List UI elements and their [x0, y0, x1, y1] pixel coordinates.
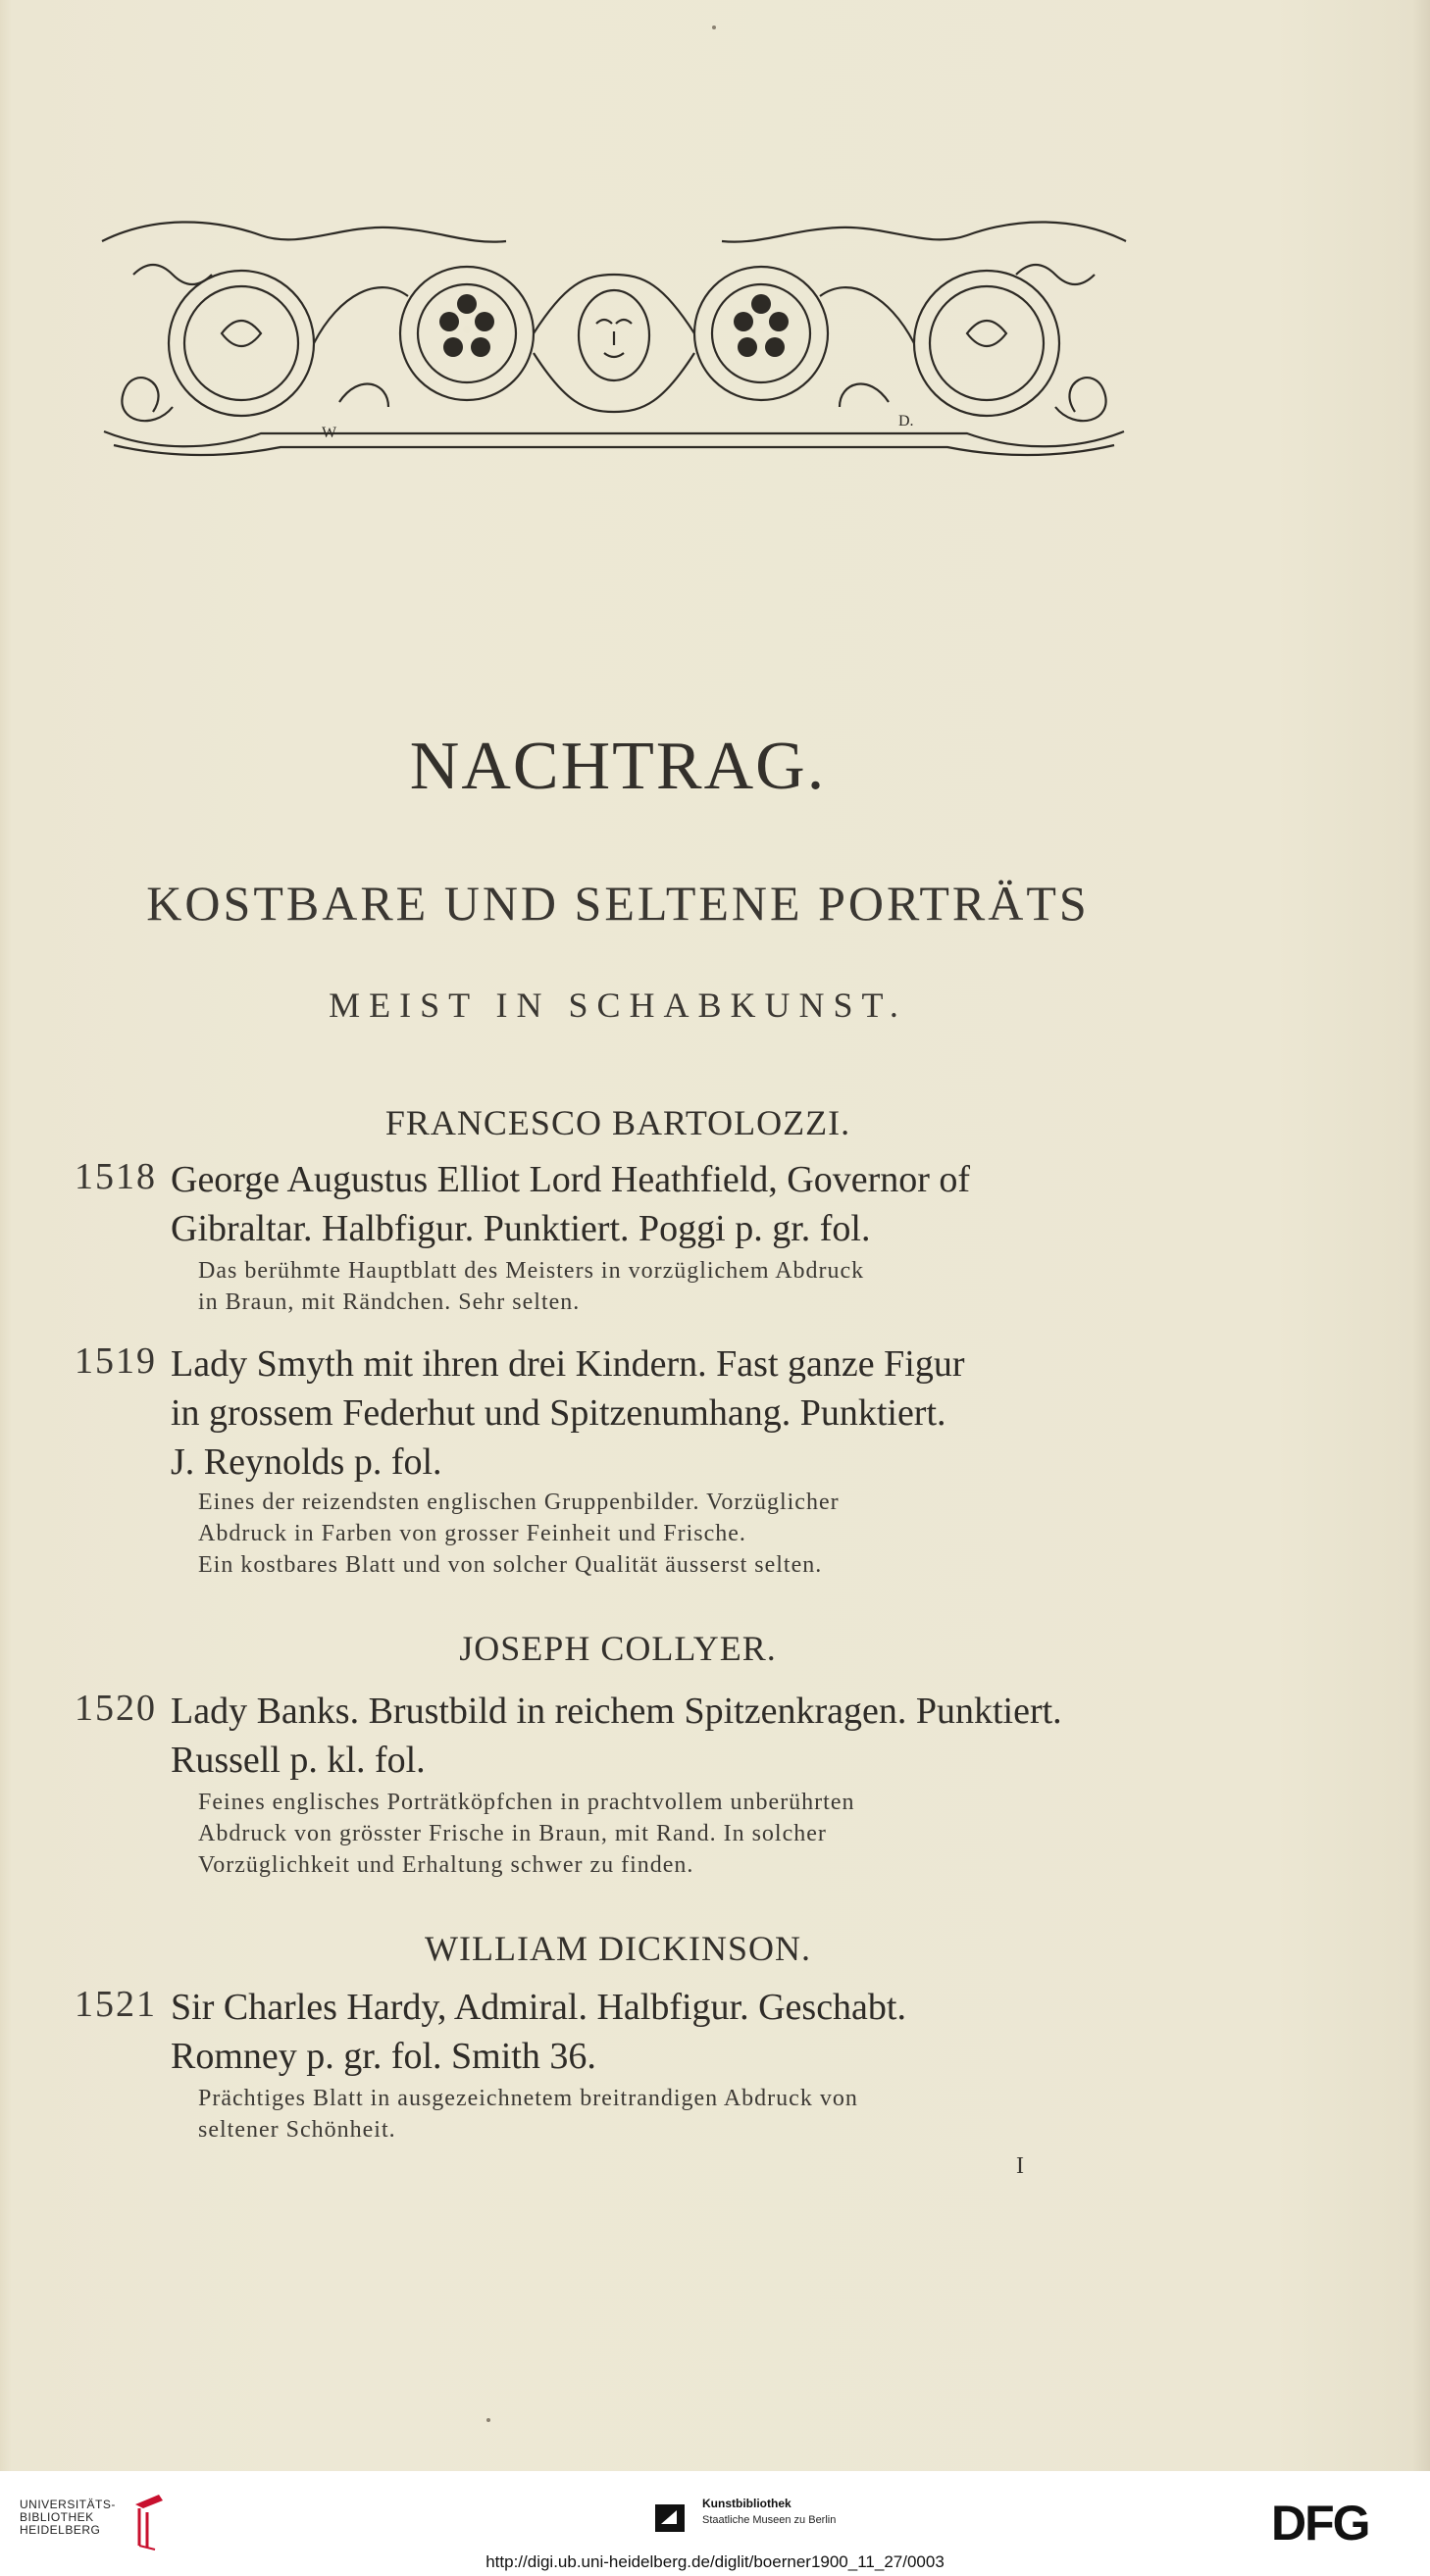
viewer-footer	[0, 2471, 1430, 2576]
entry-note-line: in Braun, mit Rändchen. Sehr selten.	[198, 1289, 581, 1315]
entry-title	[171, 1155, 1246, 1253]
entry-number: 1518	[75, 1156, 157, 1197]
entry-title-line: Romney p. gr. fol. Smith 36.	[171, 2036, 596, 2077]
entry-title-line: Sir Charles Hardy, Admiral. Halbfigur. Geschabt.	[171, 1987, 906, 2028]
entry-title	[171, 1687, 1246, 1785]
ornamental-vignette-icon	[94, 206, 1134, 463]
artist-heading: JOSEPH COLLYER.	[459, 1629, 777, 1668]
entry-title	[171, 1983, 1246, 2081]
monogram-right: D.	[898, 413, 914, 429]
entry-note	[198, 2083, 1248, 2146]
page-subtitle: KOSTBARE UND SELTENE PORTRÄTS	[146, 876, 1090, 931]
paper-speck	[486, 2418, 490, 2422]
artist-heading: WILLIAM DICKINSON.	[425, 1929, 811, 1968]
entry-note-line: Prächtiges Blatt in ausgezeichnetem breitrandigen Abdruck von	[198, 2086, 858, 2111]
entry-note-line: Das berühmte Hauptblatt des Meisters in vorzüglichem Abdruck	[198, 1258, 865, 1284]
artist-heading: FRANCESCO BARTOLOZZI.	[384, 1103, 851, 1142]
entry-title-line: Gibraltar. Halbfigur. Punktiert. Poggi p. gr. fol.	[171, 1208, 871, 1249]
university-library-logo[interactable]	[20, 2487, 177, 2555]
library-emblem-icon	[129, 2491, 169, 2551]
entry-title-line: Lady Banks. Brustbild in reichem Spitzenkragen. Punktiert.	[171, 1691, 1062, 1732]
entry-note-line: Abdruck von grösster Frische in Braun, mit Rand. In solcher	[198, 1821, 827, 1846]
entry-title-line: George Augustus Elliot Lord Heathfield, Governor of	[171, 1159, 971, 1200]
dfg-logo[interactable]: DFG	[1271, 2496, 1369, 2551]
entry-note-line: Eines der reizendsten englischen Gruppenbilder. Vorzüglicher	[198, 1490, 840, 1515]
entry-number: 1520	[75, 1688, 157, 1729]
kunstbibliothek-icon	[655, 2497, 692, 2536]
entry-title-line: Russell p. kl. fol.	[171, 1740, 426, 1781]
paper-speck	[712, 25, 716, 29]
entry-number: 1521	[75, 1984, 157, 2025]
entry-note-line: seltener Schönheit.	[198, 2117, 396, 2143]
permalink-url[interactable]: http://digi.ub.uni-heidelberg.de/diglit/boerner1900_11_27/0003	[485, 2552, 945, 2571]
entry-title-line: J. Reynolds p. fol.	[171, 1441, 442, 1483]
entry-note-line: Feines englisches Porträtköpfchen in prachtvollem unberührten	[198, 1790, 855, 1815]
entry-note-line: Abdruck in Farben von grosser Feinheit und Frische.	[198, 1521, 746, 1546]
kunstbibliothek-title: Kunstbibliothek	[702, 2497, 792, 2510]
entry-note-line: Vorzüglichkeit und Erhaltung schwer zu finden.	[198, 1852, 694, 1878]
kunstbibliothek-subtitle: Staatliche Museen zu Berlin	[702, 2514, 837, 2526]
entry-note-line: Ein kostbares Blatt und von solcher Qualität äusserst selten.	[198, 1552, 823, 1578]
entry-note	[198, 1487, 1248, 1581]
entry-note	[198, 1787, 1248, 1881]
library-name-line: BIBLIOTHEK	[20, 2510, 94, 2524]
library-name	[20, 2499, 116, 2537]
entry-title-line: Lady Smyth mit ihren drei Kindern. Fast ganze Figur	[171, 1343, 965, 1385]
page-number: I	[1016, 2153, 1024, 2179]
entry-title	[171, 1339, 1246, 1487]
entry-title-line: in grossem Federhut und Spitzenumhang. Punktiert.	[171, 1392, 946, 1434]
entry-note	[198, 1255, 1248, 1318]
library-name-line: HEIDELBERG	[20, 2523, 101, 2537]
entry-number: 1519	[75, 1340, 157, 1382]
page-title: NACHTRAG.	[409, 729, 827, 804]
page-subsubtitle: MEIST IN SCHABKUNST.	[329, 985, 907, 1025]
library-name-line: UNIVERSITÄTS-	[20, 2498, 116, 2511]
monogram-left: W	[322, 425, 337, 441]
